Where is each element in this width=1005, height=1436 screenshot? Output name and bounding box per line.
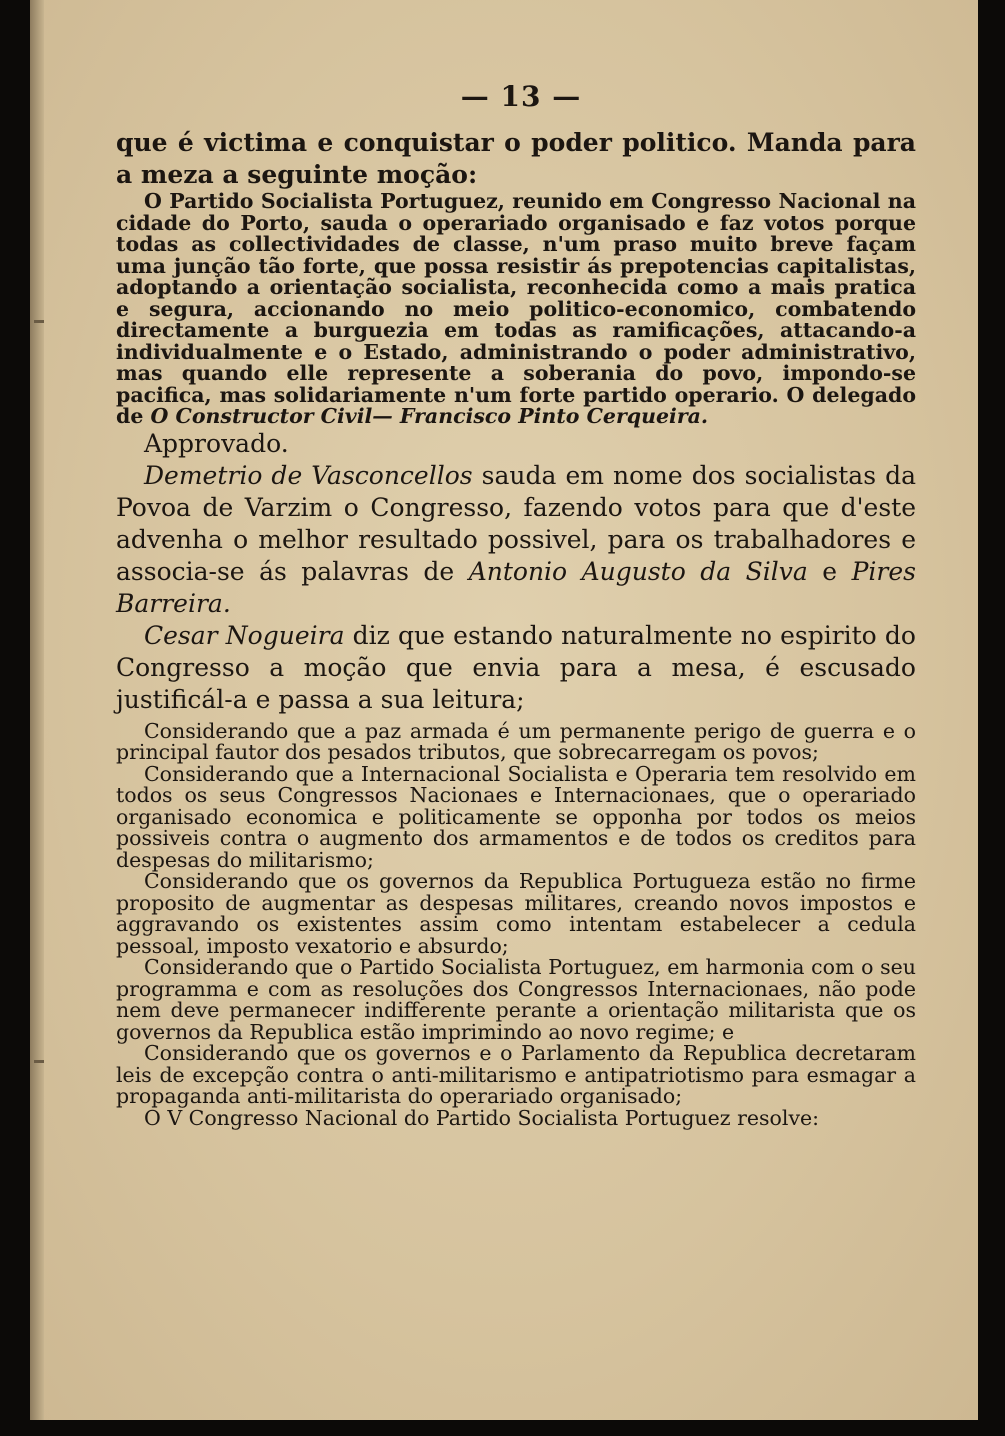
considerando: Considerando que os governos e o Parlamento da Republica decretaram leis de excepção contra o anti-militarismo e antipatriotismo para esmagar a propaganda anti-militarista do operariado organisado; (116, 1041, 916, 1108)
opening-section (116, 127, 916, 191)
motion-text: O Partido Socialista Portuguez, reunido em Congresso Nacional na cidade do Porto, sauda o operariado organisado e faz votos porque todas as collectividades de classe, n'um praso muito breve façam uma junção tão forte, que possa resistir ás prepotencias capitalistas, adoptando a orientação socialista, reconhecida como a mais pratica e segura, accionando no meio politico-economico, combatendo directamente a burguezia em todas as ramificações, attacando-a individualmente e o Estado, administrando o poder administrativo, mas quando elle represente a soberania do povo, impondo-se pacifica, mas solidariamente n'um forte partido operario. O delegado de (116, 189, 916, 428)
approved-line: Approvado. (144, 428, 289, 458)
delegate-name: Francisco Pinto Cerqueira. (399, 404, 709, 428)
considerando: Considerando que o Partido Socialista Portuguez, em harmonia com o seu programma e com as resoluções dos Congressos Internacionaes, não pode nem deve permanecer indifferente perante a orientação militarista que os governos da Republica estão imprimindo ao novo regime; e (116, 955, 916, 1044)
motion-paragraph (116, 191, 916, 428)
vasconcellos-paragraph (116, 460, 916, 620)
speaker-name: Demetrio de Vasconcellos (144, 460, 473, 490)
referenced-name: Antonio Augusto da Silva (468, 556, 808, 586)
conjunction: e (807, 556, 852, 586)
page-number: — 13 — (460, 80, 582, 113)
speaker-name: Cesar Nogueira (144, 620, 345, 650)
motion-considerandos (116, 718, 916, 1130)
considerando: Considerando que a paz armada é um permanente perigo de guerra e o principal fautor dos pesados tributos, que sobrecarregam os povos; (116, 718, 916, 764)
book-page (30, 0, 978, 1420)
referenced-name: Pires Barreira. (116, 556, 916, 618)
considerando: Considerando que a Internacional Socialista e Operaria tem resolvido em todos os seus Congressos Nacionaes e Internacionaes, que o operariado organisado economica e politicamente se opponha por todos os meios possiveis contra o augmento dos armamentos e de todos os creditos para despesas do militarismo; (116, 761, 916, 872)
page-binding-edge (30, 0, 44, 1420)
resolution-line: O V Congresso Nacional do Partido Socialista Portuguez resolve: (144, 1105, 820, 1130)
considerando: Considerando que os governos da Republica Portugueza estão no firme proposito de augmentar as despesas militares, creando novos impostos e aggravando os existentes assim como intentam estabelecer a cedula pessoal, imposto vexatorio e absurdo; (116, 869, 916, 958)
motion-porto (116, 191, 916, 428)
page-content (116, 80, 916, 1129)
margin-mark (34, 1060, 44, 1063)
discussion-section (116, 428, 916, 716)
paragraph-text: sauda em nome dos socialistas da Povoa de Varzim o Congresso, fazendo votos para que d'este advenha o melhor resultado possivel, para os trabalhadores e associa-se ás palavras de (116, 460, 916, 586)
delegate-association: O Constructor Civil (150, 404, 373, 428)
opening-paragraph: que é victima e conquistar o poder politico. Manda para a meza a seguinte moção: (116, 128, 916, 189)
nogueira-paragraph (116, 620, 916, 716)
margin-mark (34, 320, 44, 323)
paragraph-text: diz que estando naturalmente no espirito do Congresso a moção que envia para a mesa, é escusado justificál-a e passa a sua leitura; (116, 620, 916, 714)
dash: — (372, 404, 400, 428)
